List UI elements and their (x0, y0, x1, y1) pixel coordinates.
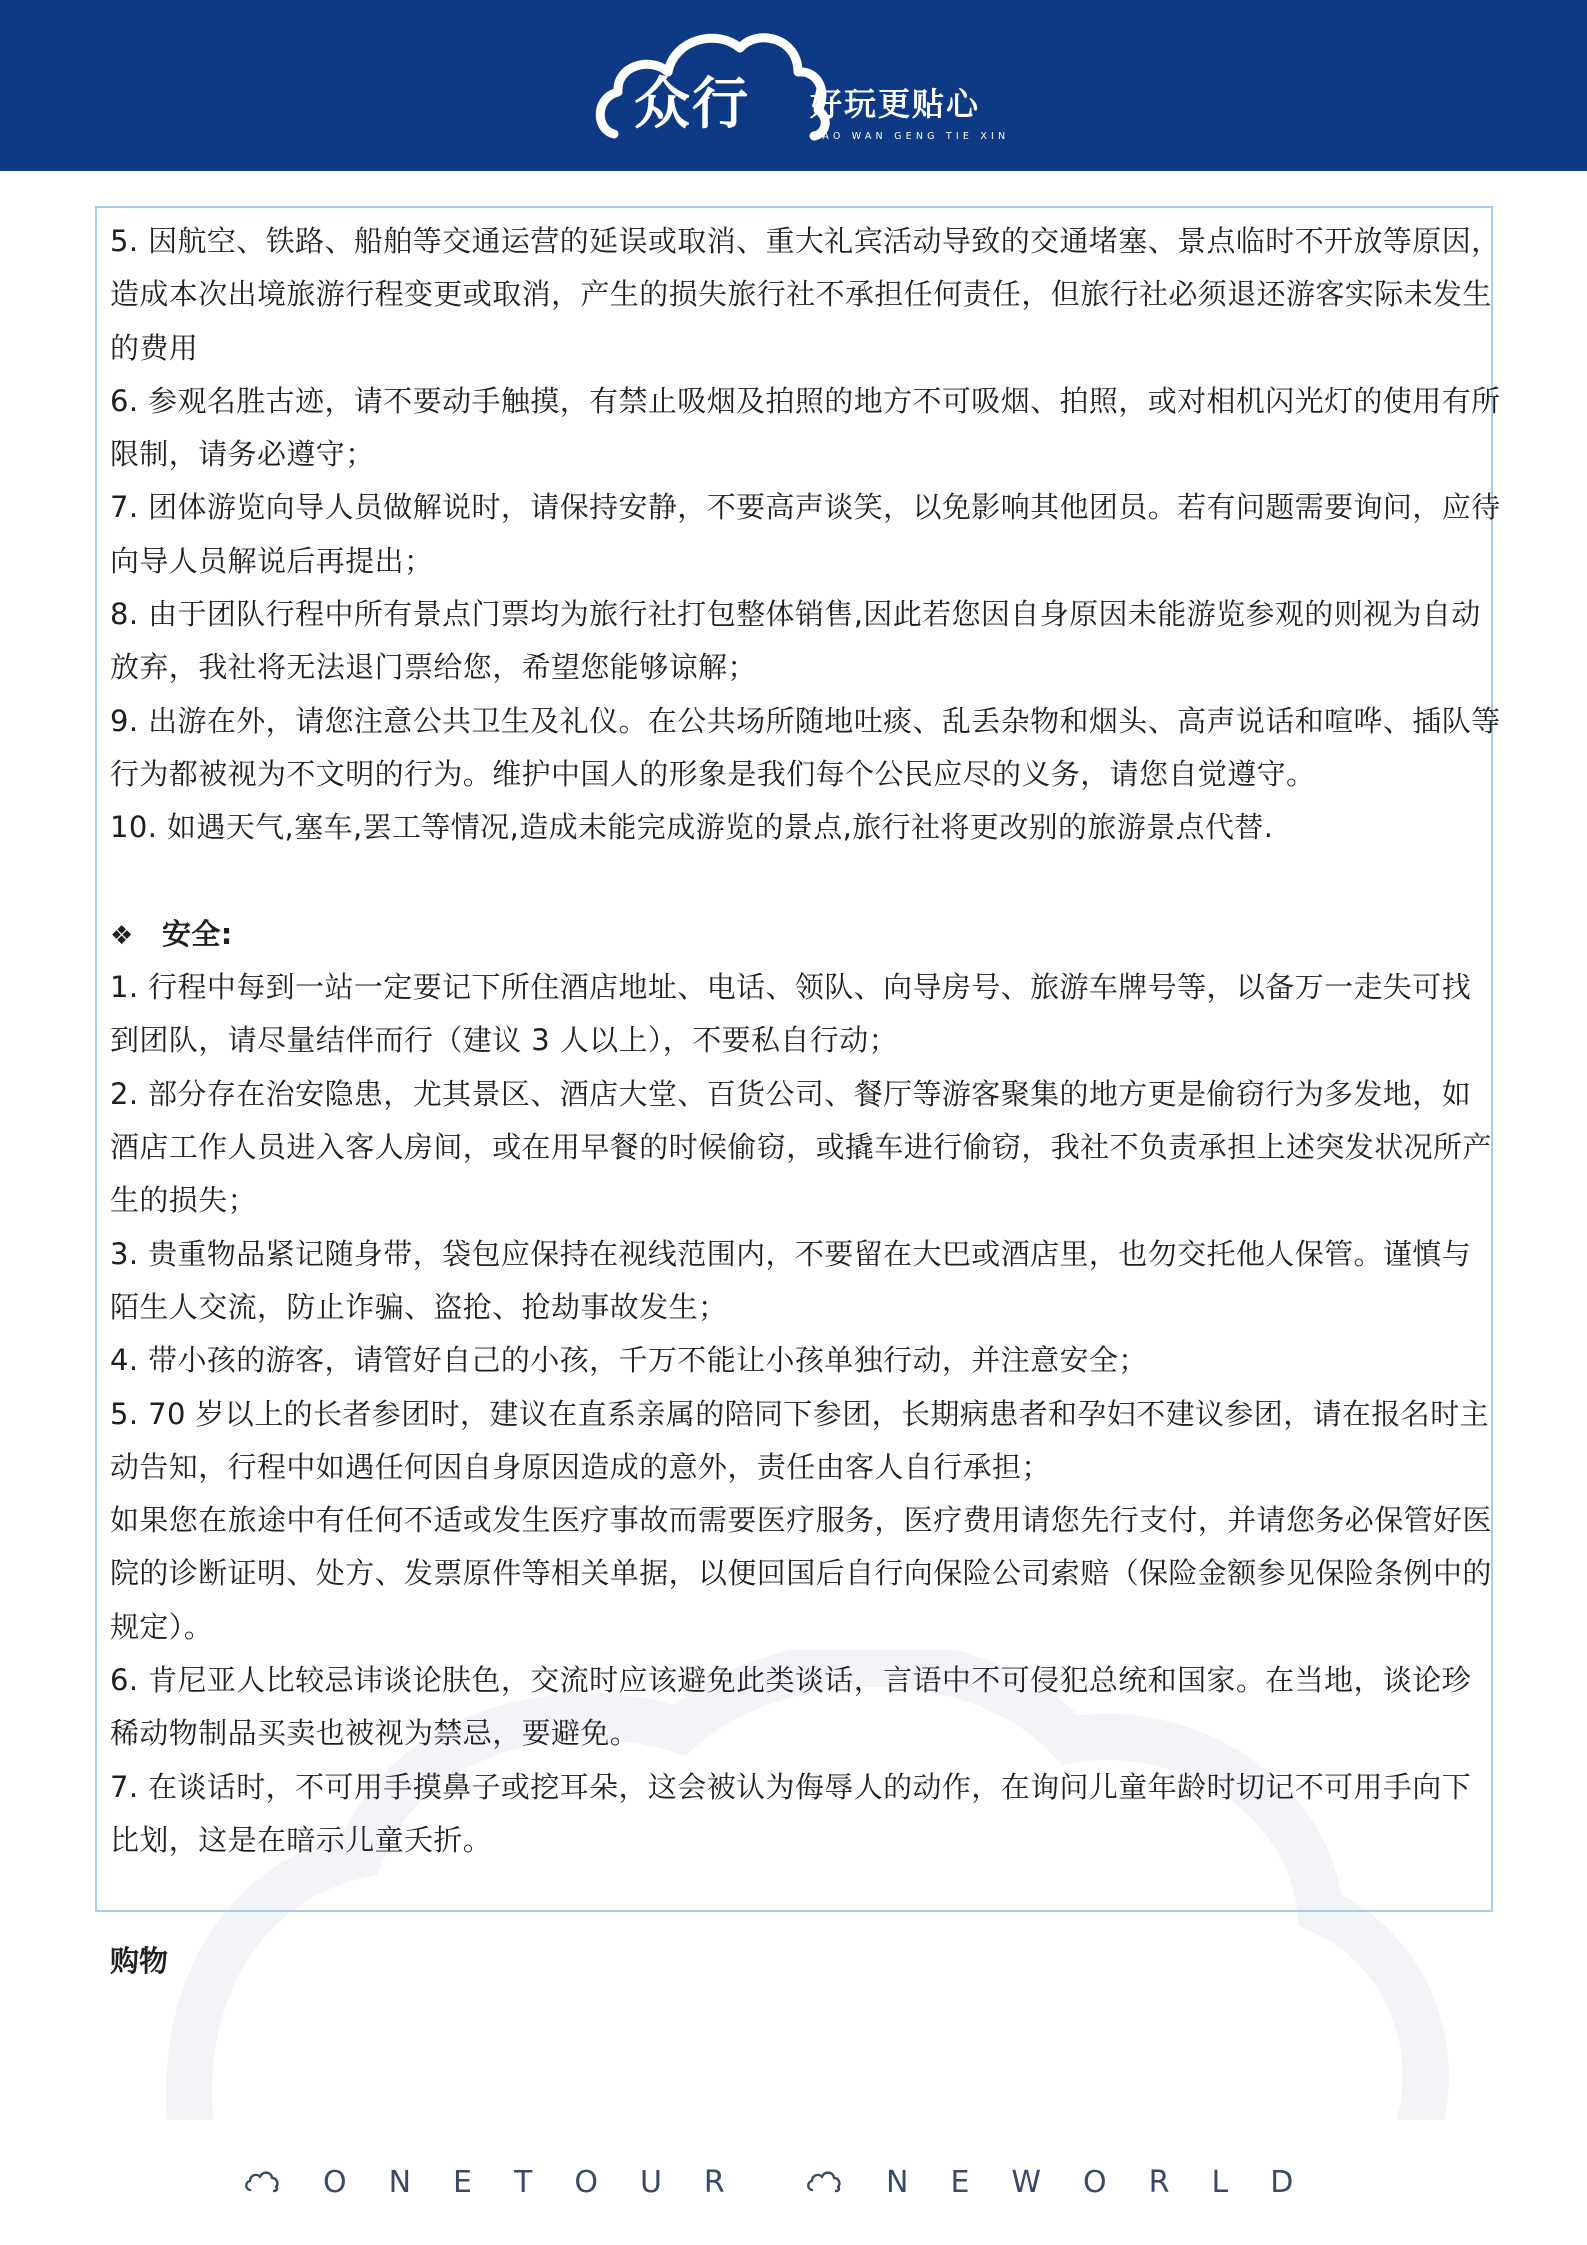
safety-line: 酒店工作人员进入客人房间，或在用早餐的时候偷窃，或撬车进行偷窃，我社不负责承担上述突发状况所产 (110, 1130, 1492, 1165)
notice-line: 5. 因航空、铁路、船舶等交通运营的延误或取消、重大礼宾活动导致的交通堵塞、景点临时不开放等原因， (110, 224, 1501, 258)
footer-text-right: NEWORLD (886, 2165, 1336, 2200)
page-footer (0, 2158, 1587, 2208)
notice-line: 造成本次出境旅游行程变更或取消，产生的损失旅行社不承担任何责任，但旅行社必须退还游客实际未发生 (110, 277, 1492, 312)
safety-line: 5. 70 岁以上的长者参团时，建议在直系亲属的陪同下参团，长期病患者和孕妇不建议参团，请在报名时主 (110, 1396, 1490, 1431)
safety-line: 动告知，行程中如遇任何因自身原因造成的意外，责任由客人自行承担； (110, 1449, 1051, 1484)
cloud-icon (244, 2168, 280, 2194)
notice-line: 8. 由于团队行程中所有景点门票均为旅行社打包整体销售,因此若您因自身原因未能游览参观的则视为自动 (110, 597, 1481, 632)
notice-box (95, 206, 1501, 1978)
safety-section-title (110, 908, 1485, 961)
brand-logo (592, 22, 1012, 152)
safety-line: 比划，这是在暗示儿童夭折。 (110, 1822, 493, 1857)
page-header (0, 0, 1587, 171)
notice-line: 的费用 (110, 330, 199, 365)
safety-line: 4. 带小孩的游客，请管好自己的小孩，千万不能让小孩单独行动，并注意安全； (110, 1343, 1148, 1378)
safety-line: 6. 肯尼亚人比较忌讳谈论肤色，交流时应该避免此类谈话，言语中不可侵犯总统和国家。在当地，谈论珍 (110, 1663, 1472, 1698)
safety-line: 到团队，请尽量结伴而行（建议 3 人以上），不要私自行动； (110, 1023, 898, 1058)
notice-content (110, 215, 1501, 1867)
safety-line: 如果您在旅途中有任何不适或发生医疗事故而需要医疗服务，医疗费用请您先行支付，并请您务必保管好医 (110, 1503, 1492, 1538)
safety-line: 规定）。 (110, 1609, 214, 1644)
safety-line: 2. 部分存在治安隐患，尤其景区、酒店大堂、百货公司、餐厅等游客聚集的地方更是偷窃行为多发地，如 (110, 1076, 1472, 1111)
cloud-icon (806, 2168, 842, 2194)
logo-slogan: 好玩更贴心 (810, 85, 981, 123)
notice-line: 7. 团体游览向导人员做解说时，请保持安静，不要高声谈笑，以免影响其他团员。若有问题需要询问，应待 (110, 490, 1501, 525)
shopping-section-title: 购物 (110, 1944, 169, 1978)
notice-line: 向导人员解说后再提出； (110, 543, 434, 578)
notice-line: 行为都被视为不文明的行为。维护中国人的形象是我们每个公民应尽的义务，请您自觉遵守。 (110, 756, 1316, 791)
safety-line: 生的损失； (110, 1183, 258, 1218)
safety-line: 7. 在谈话时，不可用手摸鼻子或挖耳朵，这会被认为侮辱人的动作，在询问儿童年龄时切记不可用手向下 (110, 1769, 1472, 1804)
footer-text-left: ONETOUR (323, 2165, 767, 2200)
notice-line: 10. 如遇天气,塞车,罢工等情况,造成未能完成游览的景点,旅行社将更改别的旅游景点代替. (110, 810, 1274, 845)
notice-line: 放弃，我社将无法退门票给您，希望您能够谅解； (110, 650, 757, 685)
logo-slogan-pinyin: HAO WAN GENG TIE XIN (811, 131, 1010, 142)
notice-line: 6. 参观名胜古迹，请不要动手触摸，有禁止吸烟及拍照的地方不可吸烟、拍照，或对相机闪光灯的使用有所 (110, 383, 1501, 418)
logo-brand-name: 众行 (634, 72, 750, 137)
notice-line: 9. 出游在外，请您注意公共卫生及礼仪。在公共场所随地吐痰、乱丢杂物和烟头、高声说话和喧哗、插队等 (110, 703, 1501, 738)
safety-line: 3. 贵重物品紧记随身带，袋包应保持在视线范围内，不要留在大巴或酒店里，也勿交托他人保管。谨慎与 (110, 1236, 1472, 1271)
section-divider (97, 1910, 1491, 1912)
notice-line: 限制，请务必遵守； (110, 437, 375, 472)
safety-line: 稀动物制品买卖也被视为禁忌，要避免。 (110, 1716, 640, 1751)
safety-title-text: 安全: (162, 916, 233, 951)
safety-line: 陌生人交流，防止诈骗、盗抢、抢劫事故发生； (110, 1289, 728, 1324)
safety-line: 1. 行程中每到一站一定要记下所住酒店地址、电话、领队、向导房号、旅游车牌号等，以备万一走失可找 (110, 970, 1472, 1005)
diamond-bullet-icon: ❖ (110, 920, 134, 951)
safety-line: 院的诊断证明、处方、发票原件等相关单据，以便回国后自行向保险公司索赔（保险金额参见保险条例中的 (110, 1556, 1492, 1591)
paragraph-spacer (110, 855, 1485, 908)
